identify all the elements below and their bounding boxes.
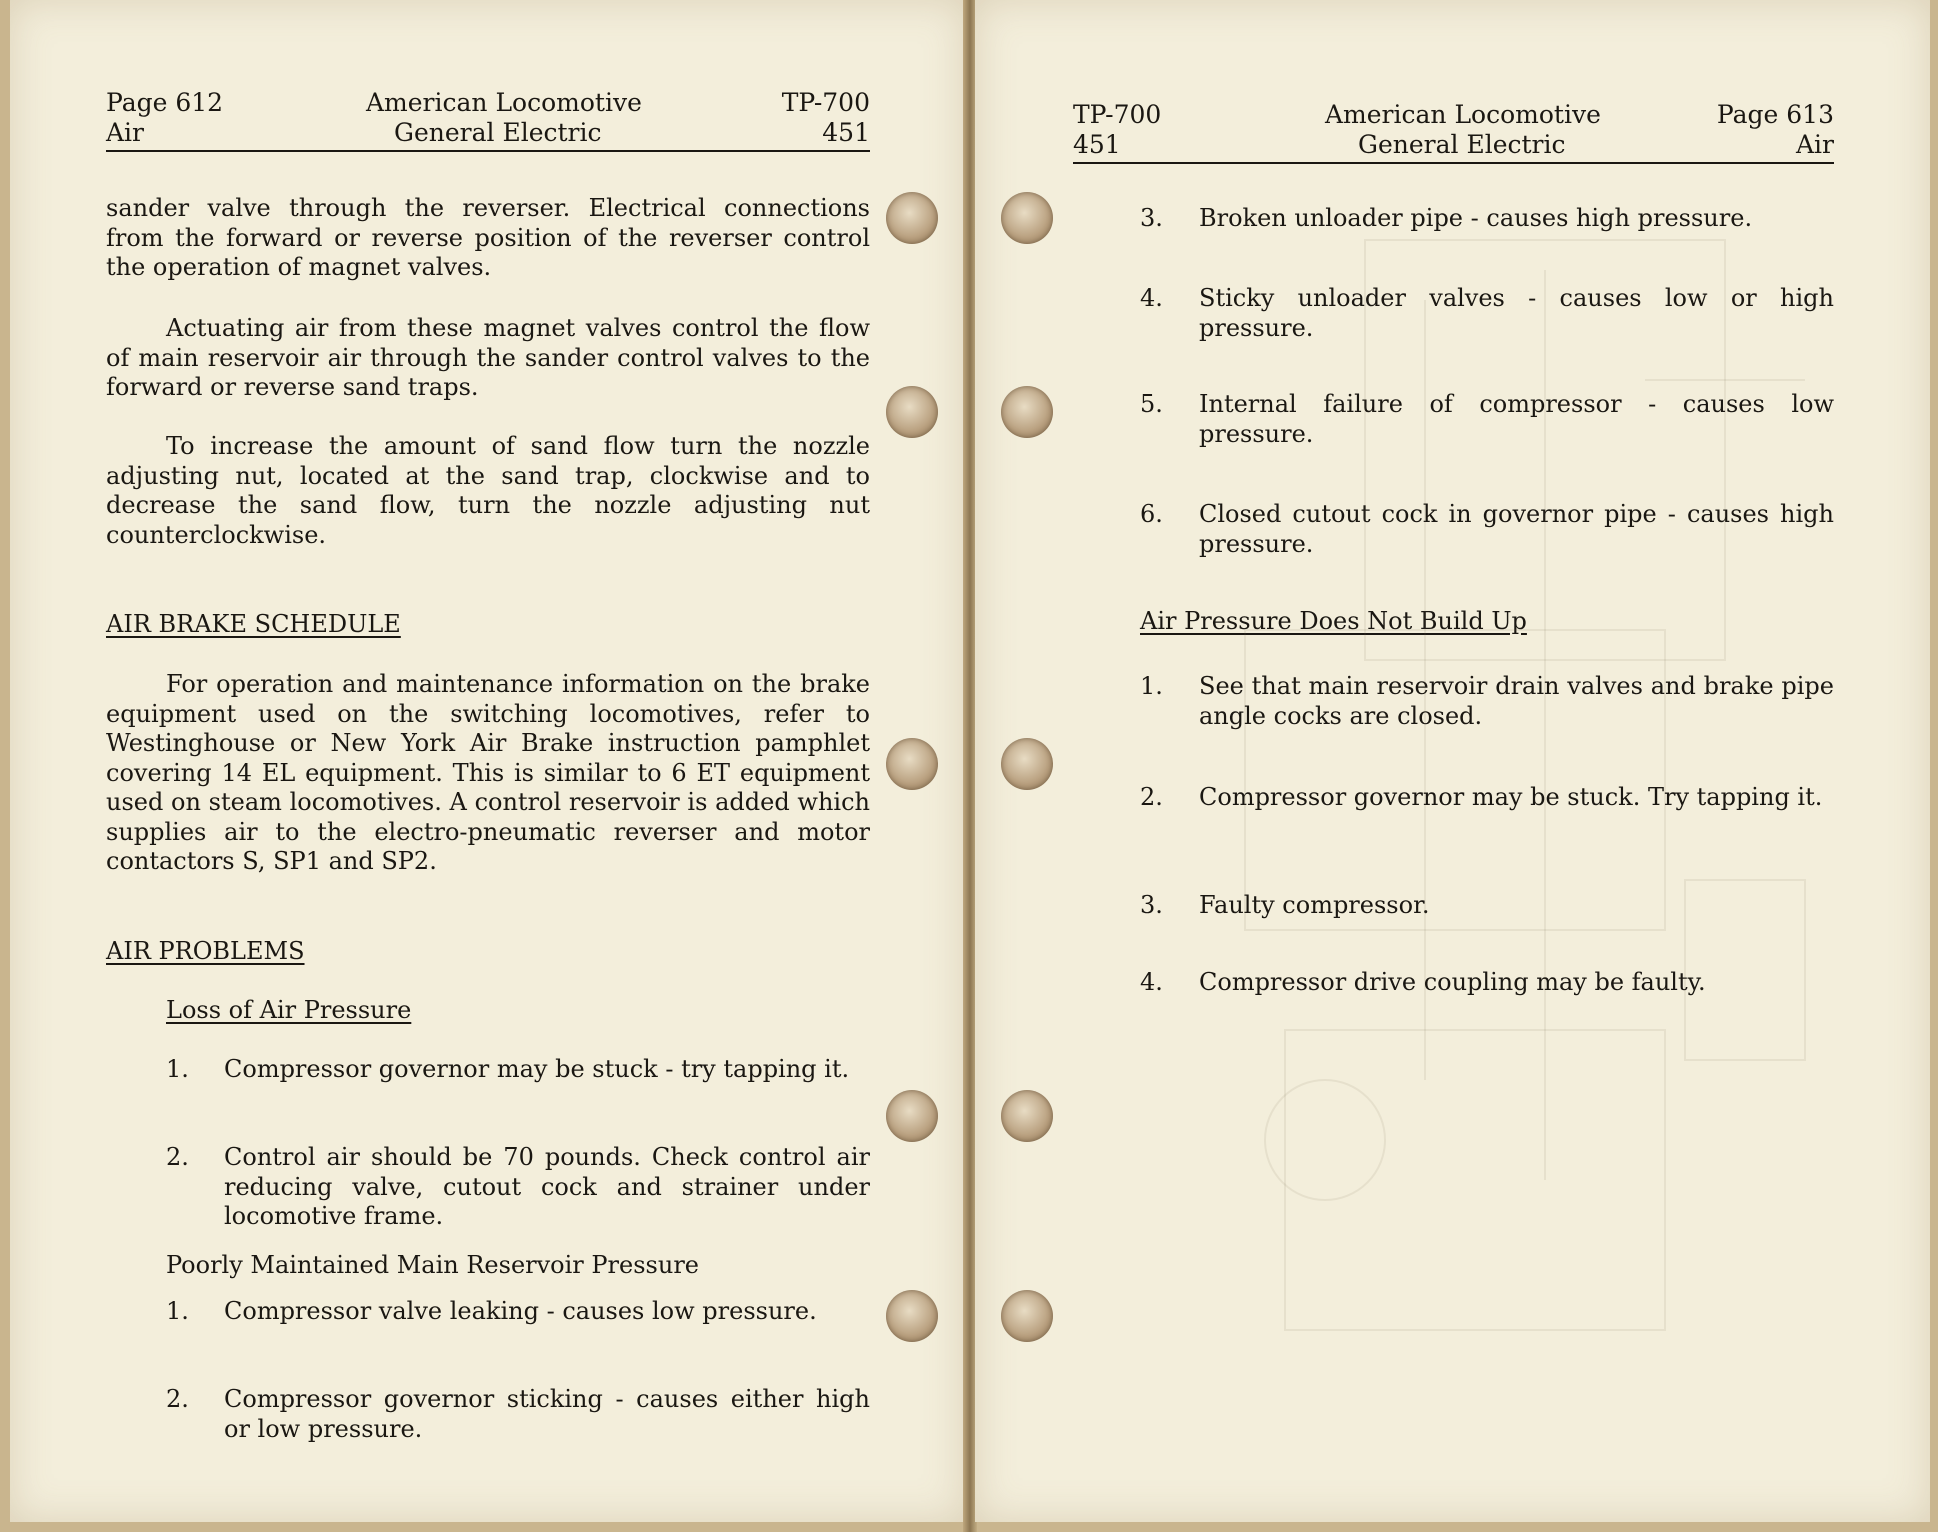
list-number: 3.	[1140, 204, 1163, 232]
list-text: Compressor drive coupling may be faulty.	[1199, 968, 1706, 996]
binder-hole	[886, 1290, 938, 1342]
list-text: Broken unloader pipe - causes high pressure.	[1199, 204, 1753, 232]
section-name: Air	[1795, 130, 1834, 159]
list-number: 4.	[1140, 284, 1163, 312]
page-number: Page 612	[106, 88, 224, 117]
paragraph: To increase the amount of sand flow turn the nozzle adjusting nut, located at the sand trap, clockwise and to decrease the sand flow, turn the nozzle adjusting nut counterclockwise.	[106, 432, 870, 549]
list-number: 4.	[1140, 968, 1163, 996]
list-text: Closed cutout cock in governor pipe - causes high pressure.	[1199, 500, 1834, 558]
list-text: Control air should be 70 pounds. Check control air reducing valve, cutout cock and strainer under locomotive frame.	[224, 1143, 870, 1230]
binder-hole	[1001, 738, 1053, 790]
doc-subnumber: 451	[822, 118, 870, 147]
binder-hole	[1001, 1290, 1053, 1342]
bleed-through-diagram	[1125, 180, 1845, 1380]
left-page-body	[106, 0, 870, 1500]
paragraph: For operation and maintenance information on the brake equipment used on the switching locomotives, refer to Westinghouse or New York Air Brake instruction pamphlet covering 14 EL equipment. This is similar to 6 ET equipment used on steam locomotives. A control reservoir is added which supplies air to the electro-pneumatic reverser and motor contactors S, SP1 and SP2.	[106, 670, 870, 875]
list-text: Compressor governor may be stuck - try tapping it.	[224, 1055, 850, 1083]
binder-hole	[886, 1090, 938, 1142]
binder-hole	[886, 192, 938, 244]
section-heading: AIR PROBLEMS	[106, 937, 305, 965]
subsection-heading: Loss of Air Pressure	[166, 996, 412, 1024]
header-title-line2: General Electric	[394, 118, 602, 147]
binder-hole	[1001, 192, 1053, 244]
subsection-heading: Air Pressure Does Not Build Up	[1140, 607, 1527, 635]
list-text: Compressor governor sticking - causes either high or low pressure.	[224, 1385, 870, 1443]
doc-number: TP-700	[1073, 100, 1162, 129]
header-title-line1: American Locomotive	[1325, 100, 1601, 129]
header-title-line1: American Locomotive	[366, 88, 642, 117]
list-number: 1.	[166, 1297, 189, 1325]
page-number: Page 613	[1716, 100, 1834, 129]
list-text: Compressor valve leaking - causes low pressure.	[224, 1297, 817, 1325]
binder-hole	[886, 386, 938, 438]
section-name: Air	[106, 118, 145, 147]
list-text: Sticky unloader valves - causes low or high pressure.	[1199, 284, 1834, 342]
list-text: Internal failure of compressor - causes low pressure.	[1199, 390, 1834, 448]
list-text: Compressor governor may be stuck. Try tapping it.	[1199, 783, 1823, 811]
left-page	[10, 0, 965, 1522]
list-text: Faulty compressor.	[1199, 891, 1430, 919]
list-number: 6.	[1140, 500, 1163, 528]
paragraph: Actuating air from these magnet valves control the flow of main reservoir air through the sander control valves to the forward or reverse sand traps.	[106, 314, 870, 401]
list-text: See that main reservoir drain valves and brake pipe angle cocks are closed.	[1199, 672, 1834, 730]
list-number: 2.	[166, 1143, 189, 1171]
binder-hole	[1001, 1090, 1053, 1142]
section-heading: AIR BRAKE SCHEDULE	[106, 610, 401, 638]
binder-hole	[886, 738, 938, 790]
list-number: 1.	[1140, 672, 1163, 700]
paragraph: sander valve through the reverser. Electrical connections from the forward or reverse position of the reverser control the operation of magnet valves.	[106, 194, 870, 281]
list-number: 5.	[1140, 390, 1163, 418]
binder-hole	[1001, 386, 1053, 438]
right-page	[975, 0, 1930, 1522]
list-number: 3.	[1140, 891, 1163, 919]
doc-number: TP-700	[781, 88, 870, 117]
header-title-line2: General Electric	[1358, 130, 1566, 159]
list-number: 2.	[166, 1385, 189, 1413]
subsection-heading: Poorly Maintained Main Reservoir Pressure	[166, 1251, 699, 1279]
doc-subnumber: 451	[1073, 130, 1121, 159]
list-number: 2.	[1140, 783, 1163, 811]
list-number: 1.	[166, 1055, 189, 1083]
